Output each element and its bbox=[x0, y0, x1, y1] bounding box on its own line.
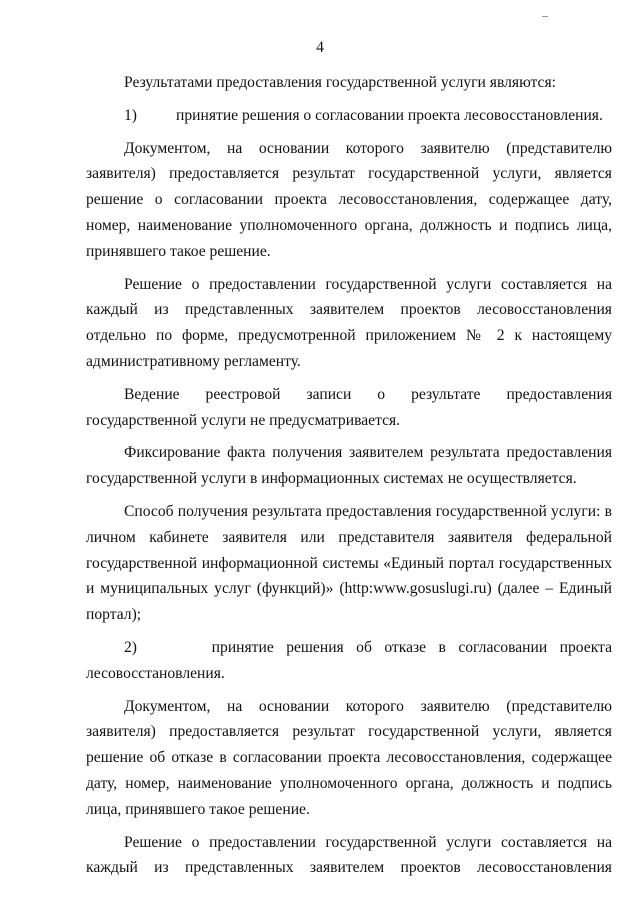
list-item-text: принятие решения об отказе в согласовании проекта лесовосстановления. bbox=[86, 638, 612, 682]
paragraph-receipt-method: Способ получения результата предоставления государственной услуги: в личном кабинете заявителя или представителя заявителя федеральной государственной информационной системы «Единый портал государственных и муниципальных услуг (функций)» (http:www.gosuslugi.ru) (далее – Единый портал); bbox=[86, 502, 612, 624]
paragraph-approval-document: Документом, на основании которого заявителю (представителю заявителя) предоставляется результат государственной услуги, является решение о согласовании проекта лесовосстановления, содержащее дату, номер, наименование уполномоченного органа, должность и подпись лица, принявшего такое решение. bbox=[86, 139, 612, 260]
paragraph-results-intro: Результатами предоставления государственной услуги являются: bbox=[124, 74, 556, 91]
paragraph-fixation: Фиксирование факта получения заявителем результата предоставления государственной услуги в информационных системах не осуществляется. bbox=[86, 444, 612, 488]
list-item-number: 1) bbox=[124, 106, 137, 124]
page-number: 4 bbox=[316, 39, 324, 56]
scan-artifact bbox=[542, 16, 548, 17]
list-item-2 bbox=[86, 635, 612, 687]
paragraph-decision-per-project-2: Решение о предоставлении государственной услуги составляется на каждый из представленных заявителем проектов лесовосстановления bbox=[86, 833, 612, 877]
document-body bbox=[86, 70, 612, 881]
paragraph-refusal-document: Документом, на основании которого заявителю (представителю заявителя) предоставляется результат государственной услуги, является решение об отказе в согласовании проекта лесовосстановления, содержащее дату, номер, наименование уполномоченного органа, должность и подпись лица, принявшего такое решение. bbox=[86, 697, 612, 818]
paragraph-decision-per-project: Решение о предоставлении государственной услуги составляется на каждый из представленных заявителем проектов лесовосстановления отдельно по форме, предусмотренной приложением № 2 к настоящему административному регламенту. bbox=[86, 275, 612, 370]
list-item-number: 2) bbox=[124, 638, 137, 656]
list-item-text: принятие решения о согласовании проекта лесовосстановления. bbox=[176, 106, 603, 124]
paragraph-registry-record: Ведение реестровой записи о результате предоставления государственной услуги не предусматривается. bbox=[86, 385, 612, 429]
list-item-1 bbox=[86, 103, 612, 129]
